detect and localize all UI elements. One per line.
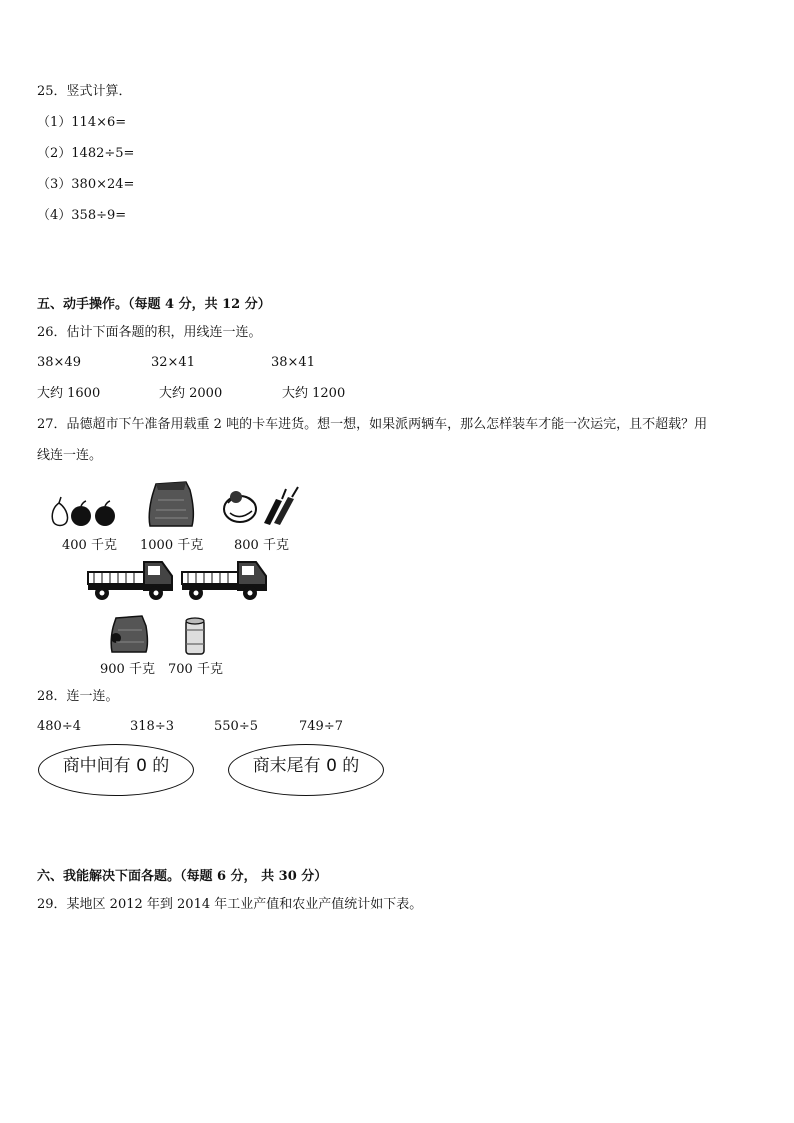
q25-item-4: （4）358÷9= [37,208,127,223]
oval-middle-zero [38,744,194,796]
q25-item-2: （2）1482÷5= [37,146,135,161]
q26-expr-3: 38×41 [271,355,315,370]
q26-title: 26．估计下面各题的积，用线连一连。 [37,325,262,340]
oval-end-zero [228,744,384,796]
truck-icon-2 [180,558,270,602]
q25-title: 25．竖式计算． [37,84,132,99]
q29-title: 29．某地区 2012 年到 2014 年工业产值和农业产值统计如下表。 [37,897,423,912]
barrel-icon [183,616,207,656]
vegetables-icon [220,485,304,527]
q28-expr-1: 480÷4 [37,719,81,734]
oval-end-zero-label: 商末尾有 0 的 [252,756,360,776]
q25-item-3: （3）380×24= [37,177,135,192]
goods-label-800: 800 千克 [234,538,289,553]
q27-title-line2: 线连一连。 [37,448,103,463]
truck-icon-1 [86,558,176,602]
fruit-icon [47,495,119,529]
goods-label-400: 400 千克 [62,538,117,553]
q28-title: 28．连一连。 [37,689,119,704]
goods-label-900: 900 千克 [100,662,155,677]
small-sack-icon [108,612,150,654]
goods-label-1000: 1000 千克 [140,538,204,553]
q28-expr-4: 749÷7 [299,719,343,734]
q26-expr-2: 32×41 [151,355,195,370]
q28-expr-3: 550÷5 [214,719,258,734]
goods-label-700: 700 千克 [168,662,223,677]
section5-heading: 五、动手操作。（每题 4 分，共 12 分） [37,297,271,312]
q27-title-line1: 27．品德超市下午准备用载重 2 吨的卡车进货。想一想，如果派两辆车，那么怎样装车才能一次运完，且不超载？用 [37,417,708,432]
q25-item-1: （1）114×6= [37,115,127,130]
oval-middle-zero-label: 商中间有 0 的 [62,756,170,776]
q26-estimate-1: 大约 1600 [37,386,101,401]
q26-expr-1: 38×49 [37,355,81,370]
q28-expr-2: 318÷3 [130,719,174,734]
q26-estimate-3: 大约 1200 [282,386,346,401]
q26-estimate-2: 大约 2000 [159,386,223,401]
section6-heading: 六、我能解决下面各题。（每题 6 分， 共 30 分） [37,869,328,884]
sack-icon [146,478,196,528]
